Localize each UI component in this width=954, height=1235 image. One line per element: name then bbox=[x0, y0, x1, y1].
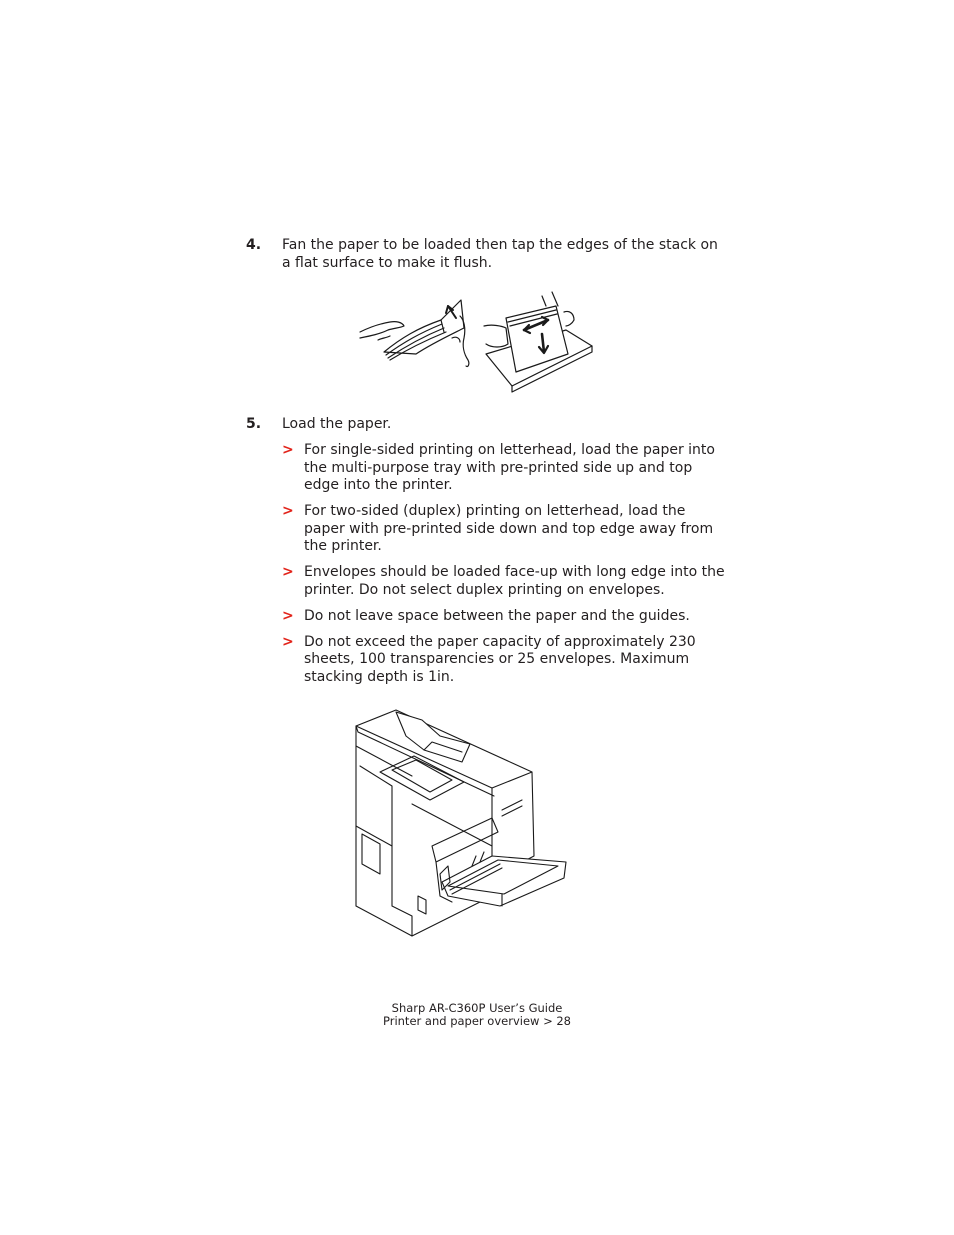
bullet-item bbox=[282, 608, 727, 626]
bullet-item bbox=[282, 564, 727, 599]
bullet-text: Do not exceed the paper capacity of approximately 230 sheets, 100 transparencies or 25 envelopes. Maximum stacking depth is 1in. bbox=[304, 633, 696, 685]
footer-title: Sharp AR-C360P User’s Guide bbox=[391, 1001, 563, 1015]
bullet-text: For two-sided (duplex) printing on letterhead, load the paper with pre-printed side down and top edge away from the printer. bbox=[304, 503, 714, 554]
fan-paper-illustration bbox=[356, 288, 598, 393]
printer-paper-tray-illustration bbox=[352, 706, 570, 944]
bullet-arrow-icon: > bbox=[282, 607, 294, 624]
bullet-item bbox=[282, 442, 727, 495]
bullet-text: Do not leave space between the paper and the guides. bbox=[304, 607, 690, 624]
bullet-arrow-icon: > bbox=[282, 633, 294, 650]
bullet-item bbox=[282, 634, 727, 687]
bullet-text: For single-sided printing on letterhead, load the paper into the multi-purpose tray with pre-printed side up and top edge into the printer. bbox=[304, 442, 715, 493]
step-text: Load the paper. bbox=[282, 416, 392, 432]
bullet-list bbox=[282, 442, 727, 695]
bullet-arrow-icon: > bbox=[282, 442, 294, 458]
step-number: 5. bbox=[246, 416, 262, 432]
bullet-text: Envelopes should be loaded face-up with long edge into the printer. Do not select duplex printing on envelopes. bbox=[304, 564, 725, 598]
footer-page-info: Printer and paper overview > 28 bbox=[382, 1014, 571, 1028]
step-text: Fan the paper to be loaded then tap the edges of the stack on a flat surface to make it flush. bbox=[282, 237, 718, 271]
bullet-arrow-icon: > bbox=[282, 503, 294, 519]
step-5 bbox=[246, 416, 726, 434]
step-number: 4. bbox=[246, 237, 262, 253]
bullet-arrow-icon: > bbox=[282, 564, 294, 580]
page-footer bbox=[0, 1002, 954, 1028]
step-4 bbox=[246, 237, 726, 272]
bullet-item bbox=[282, 503, 727, 556]
